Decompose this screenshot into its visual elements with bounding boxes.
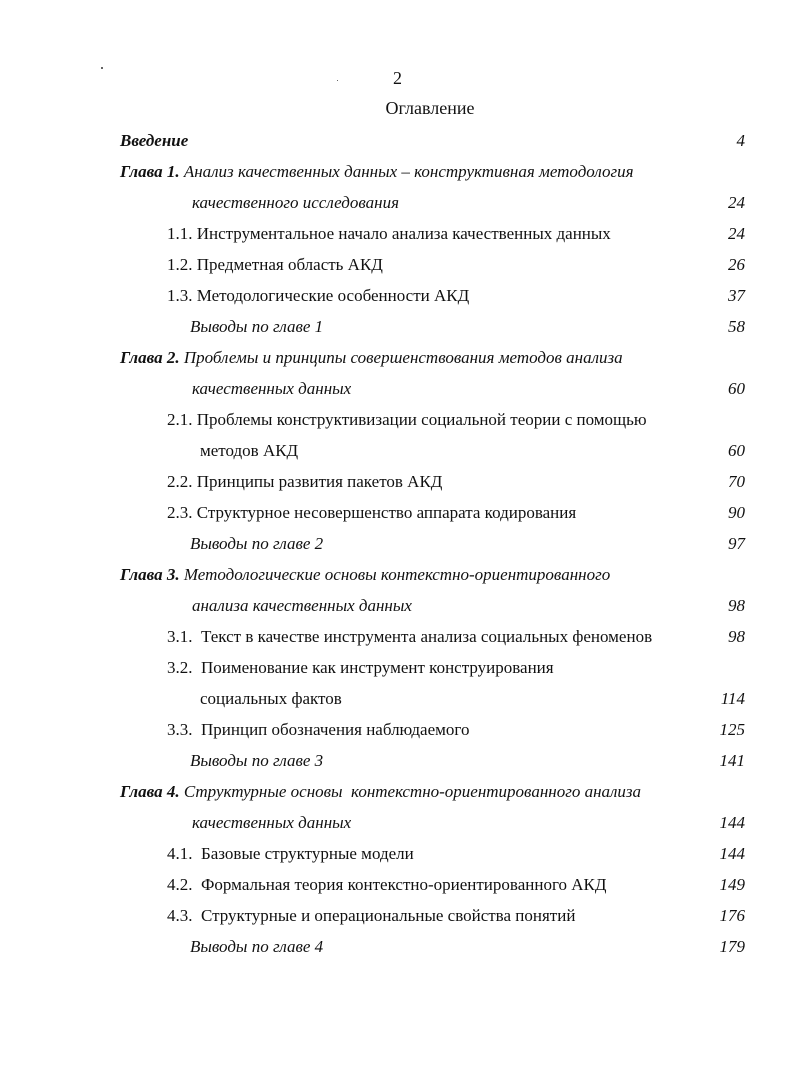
toc-chapter-4-cont[interactable] — [0, 812, 795, 840]
toc-page-number: 114 — [720, 689, 745, 708]
section-title: 3.3. Принцип обозначения наблюдаемого — [167, 720, 470, 739]
toc-page-number: 24 — [728, 224, 745, 243]
toc-section-3-2-cont[interactable] — [0, 688, 795, 716]
toc-page-number: 70 — [728, 472, 745, 491]
toc-page-number: 141 — [719, 751, 745, 770]
conclusions-title: Выводы по главе 4 — [190, 937, 324, 956]
toc-chapter-4[interactable] — [0, 781, 795, 809]
toc-page-number: 144 — [719, 813, 745, 832]
chapter-title-line-1: Структурные основы контекстно-ориентированного анализа — [183, 782, 642, 801]
section-title: 4.2. Формальная теория контекстно-ориентированного АКД — [167, 875, 607, 894]
toc-conclusions-1[interactable] — [0, 316, 795, 344]
toc-chapter-1[interactable] — [0, 161, 795, 189]
toc-section-4-1[interactable] — [0, 843, 795, 871]
toc-page-number: 60 — [728, 441, 745, 460]
toc-page-number: 60 — [728, 379, 745, 398]
toc-section-2-2[interactable] — [0, 471, 795, 499]
chapter-label: Глава 1. — [120, 162, 180, 181]
toc-page-number: 26 — [728, 255, 745, 274]
toc-page-number: 125 — [719, 720, 745, 739]
toc-section-1-3[interactable] — [0, 285, 795, 313]
conclusions-title: Выводы по главе 3 — [190, 751, 324, 770]
section-title: 4.3. Структурные и операциональные свойства понятий — [167, 906, 576, 925]
toc-title: Оглавление — [385, 98, 475, 118]
section-title: 4.1. Базовые структурные модели — [167, 844, 414, 863]
toc-section-1-2[interactable] — [0, 254, 795, 282]
toc-section-3-3[interactable] — [0, 719, 795, 747]
section-title-line-2: методов АКД — [200, 441, 299, 460]
section-title: 1.1. Инструментальное начало анализа качественных данных — [167, 224, 611, 243]
toc-page-number: 58 — [728, 317, 745, 336]
toc-page-number: 4 — [736, 131, 745, 150]
conclusions-title: Выводы по главе 2 — [190, 534, 324, 553]
toc-page-number: 90 — [728, 503, 745, 522]
toc-section-1-1[interactable] — [0, 223, 795, 251]
chapter-title-line-2: качественного исследования — [192, 193, 399, 212]
toc-entry-label: Введение — [120, 131, 189, 150]
toc-section-4-3[interactable] — [0, 905, 795, 933]
chapter-label: Глава 4. — [120, 782, 180, 801]
section-title: 3.2. Поименование как инструмент конструирования — [167, 658, 554, 677]
toc-section-2-3[interactable] — [0, 502, 795, 530]
toc-conclusions-3[interactable] — [0, 750, 795, 778]
toc-page-number: 149 — [719, 875, 745, 894]
toc-page-number: 24 — [728, 193, 745, 212]
page-number: 2 — [393, 68, 402, 88]
chapter-title-line-1: Проблемы и принципы совершенствования методов анализа — [183, 348, 623, 367]
toc-section-3-1[interactable] — [0, 626, 795, 654]
section-title-line-2: социальных фактов — [200, 689, 342, 708]
chapter-title-line-2: качественных данных — [192, 379, 352, 398]
section-title: 2.3. Структурное несовершенство аппарата кодирования — [167, 503, 577, 522]
toc-page-number: 98 — [728, 627, 745, 646]
section-title: 1.2. Предметная область АКД — [167, 255, 383, 274]
toc-page-number: 97 — [728, 534, 745, 553]
toc-chapter-2-cont[interactable] — [0, 378, 795, 406]
toc-chapter-3-cont[interactable] — [0, 595, 795, 623]
toc-conclusions-2[interactable] — [0, 533, 795, 561]
toc-page-number: 144 — [719, 844, 745, 863]
toc-page-number: 176 — [719, 906, 745, 925]
conclusions-title: Выводы по главе 1 — [190, 317, 324, 336]
chapter-label: Глава 2. — [120, 348, 180, 367]
chapter-title-line-2: анализа качественных данных — [192, 596, 412, 615]
section-title: 2.2. Принципы развития пакетов АКД — [167, 472, 443, 491]
section-title: 3.1. Текст в качестве инструмента анализа социальных феноменов — [167, 627, 653, 646]
toc-section-3-2[interactable] — [0, 657, 795, 685]
toc-chapter-1-cont[interactable] — [0, 192, 795, 220]
chapter-label: Глава 3. — [120, 565, 180, 584]
toc-chapter-3[interactable] — [0, 564, 795, 592]
chapter-title-line-1: Анализ качественных данных – конструктивная методология — [183, 162, 634, 181]
chapter-title-line-1: Методологические основы контекстно-ориентированного — [183, 565, 611, 584]
toc-page-number: 98 — [728, 596, 745, 615]
toc-page-number: 179 — [719, 937, 745, 956]
section-title: 1.3. Методологические особенности АКД — [167, 286, 470, 305]
toc-page-number: 37 — [728, 286, 745, 305]
section-title: 2.1. Проблемы конструктивизации социальной теории с помощью — [167, 410, 647, 429]
toc-conclusions-4[interactable] — [0, 936, 795, 964]
toc-section-2-1-cont[interactable] — [0, 440, 795, 468]
toc-section-4-2[interactable] — [0, 874, 795, 902]
chapter-title-line-2: качественных данных — [192, 813, 352, 832]
toc-entry-intro[interactable] — [0, 130, 795, 158]
toc-chapter-2[interactable] — [0, 347, 795, 375]
toc-section-2-1[interactable] — [0, 409, 795, 437]
